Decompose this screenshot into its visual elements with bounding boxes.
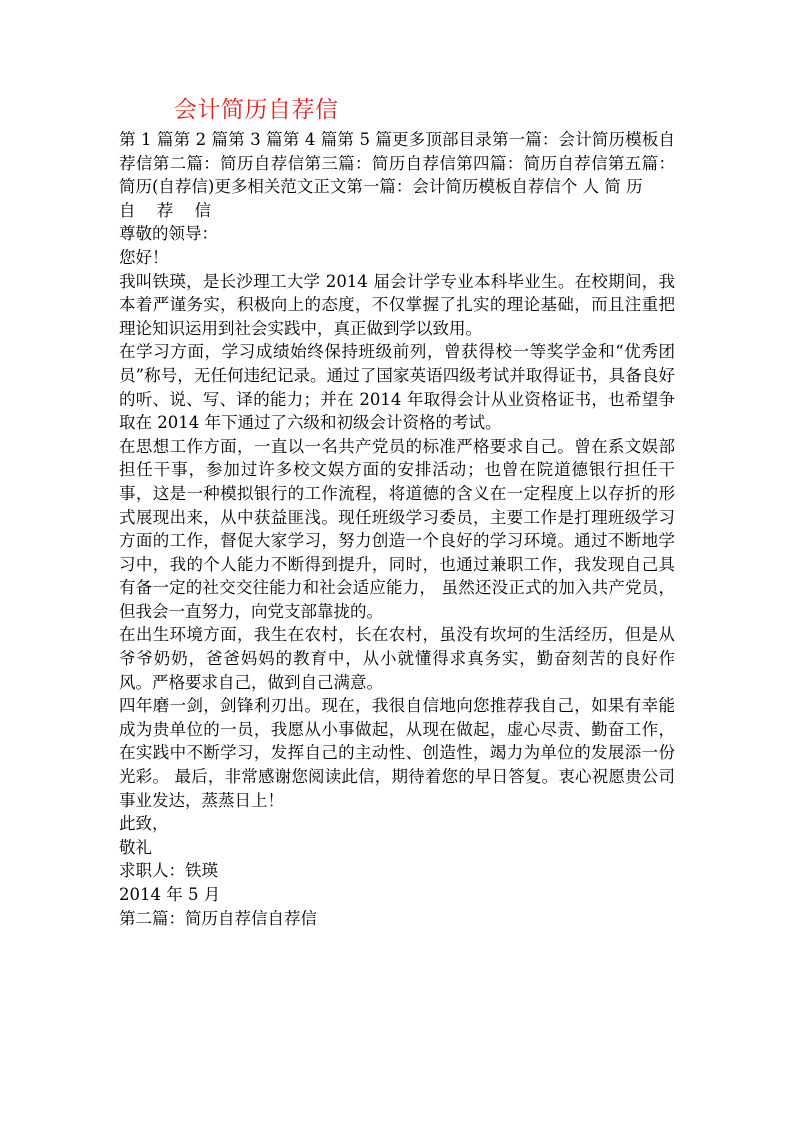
document-title: 会计简历自荐信 <box>174 97 339 123</box>
letter-heading: 自 荐 信 <box>119 200 219 220</box>
greeting: 您好！ <box>119 247 169 267</box>
signature: 求职人：铁瑛 <box>119 861 218 881</box>
closing-line-2: 敬礼 <box>119 837 152 857</box>
document-body <box>119 128 675 930</box>
table-of-contents: 第 1 篇第 2 篇第 3 篇第 4 篇第 5 篇更多顶部目录第一篇：会计简历模板自荐信第二篇：简历自荐信第三篇：简历自荐信第四篇：简历自荐信第五篇：简历(自荐信)更多相关范文正文第一篇：会计简历模板自荐信个 人 简 历 <box>119 130 675 197</box>
paragraph-study: 在学习方面，学习成绩始终保持班级前列，曾获得校一等奖学金和“优秀团员”称号，无任何违纪记录。通过了国家英语四级考试并取得证书，具备良好的听、说、写、译的能力；并在 2014 年取得会计从业资格证书，也希望争取在 2014 年下通过了六级和初级会计资格的考试。 <box>119 342 675 433</box>
salutation: 尊敬的领导： <box>119 224 218 244</box>
paragraph-work: 在思想工作方面，一直以一名共产党员的标准严格要求自己。曾在系文娱部担任干事，参加过许多校文娱方面的安排活动；也曾在院道德银行担任干事，这是一种模拟银行的工作流程，将道德的含义在一定程度上以存折的形式展现出来，从中获益匪浅。现任班级学习委员，主要工作是打理班级学习方面的工作，督促大家学习，努力创造一个良好的学习环境。通过不断地学习中，我的个人能力不断得到提升，同时，也通过兼职工作，我发现自己具有备一定的社交交往能力和社会适应能力， 虽然还没正式的加入共产党员，但我会一直努力，向党支部靠拢的。 <box>119 436 675 621</box>
closing-line-1: 此致， <box>119 814 169 834</box>
paragraph-intro: 我叫铁瑛，是长沙理工大学 2014 届会计学专业本科毕业生。在校期间，我本着严谨务实，积极向上的态度，不仅掌握了扎实的理论基础，而且注重把理论知识运用到社会实践中，真正做到学以致用。 <box>119 271 675 338</box>
paragraph-conclusion: 四年磨一剑，剑锋利刃出。现在，我很自信地向您推荐我自己，如果有幸能成为贵单位的一员，我愿从小事做起，从现在做起，虚心尽责、勤奋工作，在实践中不断学习，发挥自己的主动性、创造性，竭力为单位的发展添一份光彩。 最后，非常感谢您阅读此信，期待着您的早日答复。衷心祝愿贵公司事业发达，蒸蒸日上！ <box>119 696 675 810</box>
letter-date: 2014 年 5 月 <box>119 885 221 904</box>
paragraph-background: 在出生环境方面，我生在农村，长在农村，虽没有坎坷的生活经历，但是从爷爷奶奶，爸爸妈妈的教育中，从小就懂得求真务实，勤奋刻苦的良好作风。严格要求自己，做到自己满意。 <box>119 625 675 692</box>
document-page <box>119 92 675 930</box>
next-section-heading: 第二篇：简历自荐信自荐信 <box>119 908 317 928</box>
